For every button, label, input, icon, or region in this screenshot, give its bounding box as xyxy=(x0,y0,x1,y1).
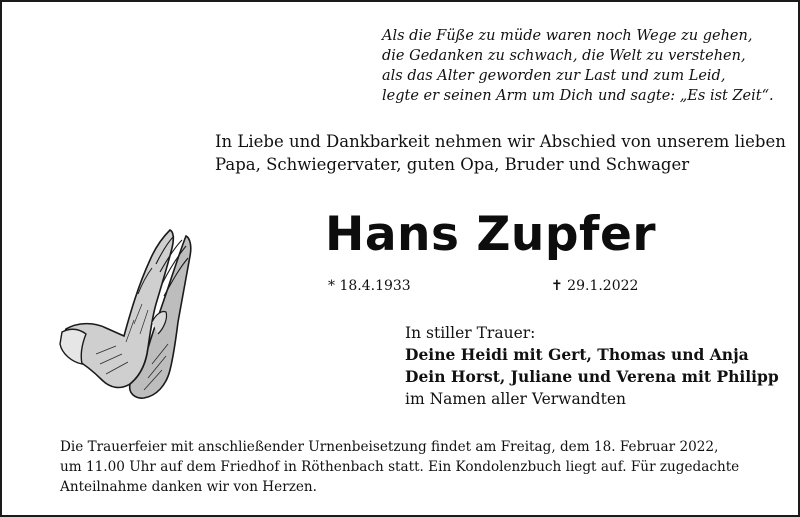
poem-line: als das Alter geworden zur Last und zum Leid, xyxy=(382,68,726,84)
poem-line: Als die Füße zu müde waren noch Wege zu gehen, xyxy=(382,28,753,44)
poem xyxy=(382,26,782,106)
intro-line: In Liebe und Dankbarkeit nehmen wir Abschied von unserem lieben xyxy=(215,132,786,151)
mourners-heading: In stiller Trauer: xyxy=(405,324,536,342)
ceremony-text xyxy=(60,437,750,497)
birth-date: * 18.4.1933 xyxy=(328,278,411,294)
poem-line: die Gedanken zu schwach, die Welt zu verstehen, xyxy=(382,48,746,64)
family-line: Dein Horst, Juliane und Verena mit Philipp xyxy=(405,367,779,386)
mourners xyxy=(405,322,795,410)
intro-text xyxy=(215,130,785,176)
family-line: Deine Heidi mit Gert, Thomas und Anja xyxy=(405,345,749,364)
mourners-footer: im Namen aller Verwandten xyxy=(405,390,626,408)
ceremony-line: um 11.00 Uhr auf dem Friedhof in Röthenbach statt. Ein Kondolenzbuch liegt auf. Für zugedachte xyxy=(60,459,740,475)
ceremony-line: Anteilnahme danken wir von Herzen. xyxy=(60,479,317,495)
deceased-name: Hans Zupfer xyxy=(325,207,657,262)
intro-line: Papa, Schwiegervater, guten Opa, Bruder und Schwager xyxy=(215,155,690,174)
poem-line: legte er seinen Arm um Dich und sagte: „Es ist Zeit“. xyxy=(382,88,774,104)
death-date: ✝ 29.1.2022 xyxy=(551,278,639,294)
praying-hands-icon xyxy=(56,224,201,404)
ceremony-line: Die Trauerfeier mit anschließender Urnenbeisetzung findet am Freitag, dem 18. Februar 2022, xyxy=(60,439,719,455)
